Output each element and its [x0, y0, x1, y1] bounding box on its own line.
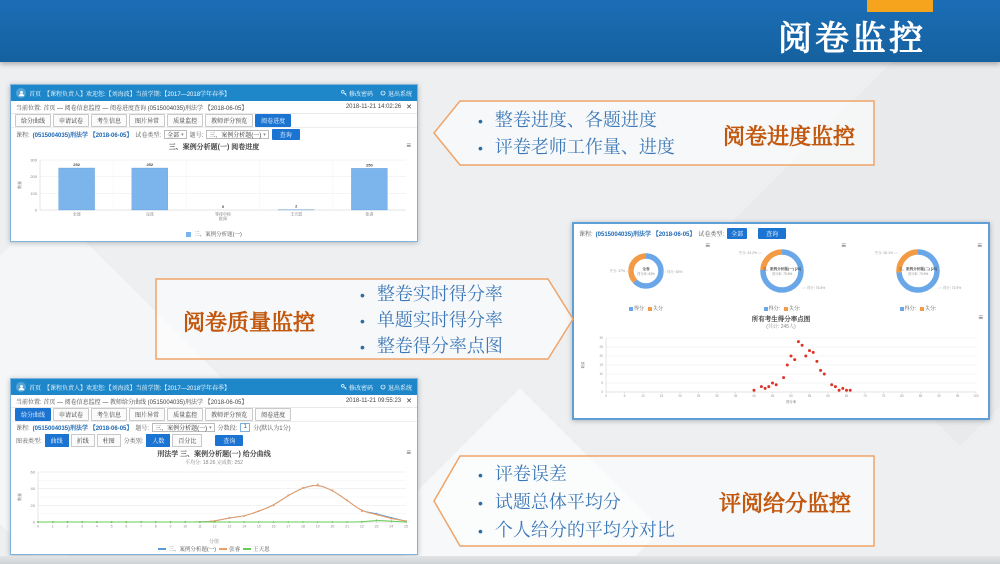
chart-legend — [11, 545, 417, 553]
svg-text:50: 50 — [789, 394, 793, 398]
chart-type-折线[interactable]: 折线 — [71, 434, 95, 447]
svg-text:16: 16 — [271, 524, 276, 529]
svg-text:王天恩: 王天恩 — [290, 211, 303, 217]
donut-chart-2 — [850, 242, 986, 312]
bullet-item: • 评卷误差 — [478, 461, 675, 489]
x-axis-label: 分值 — [208, 539, 219, 545]
svg-text:6: 6 — [125, 524, 128, 529]
svg-text:三、案例分析题(一) [25]: 三、案例分析题(一) [25] — [762, 267, 802, 271]
svg-text:252: 252 — [146, 162, 154, 167]
svg-text:得分: 75.8%: 得分: 75.8% — [807, 286, 826, 290]
change-password-link[interactable]: 修改密码 — [341, 383, 373, 392]
svg-text:65: 65 — [844, 394, 849, 398]
svg-text:20: 20 — [599, 354, 603, 359]
close-icon[interactable]: ✕ — [406, 398, 412, 405]
scatter-chart-svg — [576, 330, 986, 410]
svg-text:30: 30 — [599, 336, 603, 341]
svg-text:10: 10 — [183, 524, 188, 529]
logout-link[interactable]: 退出系统 — [380, 383, 412, 392]
svg-text:2: 2 — [66, 524, 69, 529]
change-password-link[interactable]: 修改密码 — [341, 89, 373, 98]
svg-text:0: 0 — [37, 524, 39, 529]
donut-svg — [578, 242, 714, 300]
svg-text:22: 22 — [359, 524, 364, 529]
timestamp: 2018-11-21 14:02:26 — [345, 104, 402, 110]
donut-legend — [850, 305, 986, 312]
title-banner — [0, 0, 1000, 62]
svg-text:2: 2 — [295, 203, 298, 209]
course-label: 课程: — [16, 426, 30, 432]
svg-text:75: 75 — [881, 394, 886, 398]
question-select[interactable]: 三、案例分析题(一) ▾ — [152, 423, 215, 432]
user-avatar-icon[interactable] — [16, 382, 26, 392]
paper-type-select[interactable]: 全部 — [727, 228, 747, 239]
svg-text:20: 20 — [330, 524, 335, 529]
chart-type-label: 图表类型: — [16, 439, 42, 445]
svg-text:得分率: 73.9%: 得分率: 73.9% — [907, 272, 929, 276]
svg-text:60: 60 — [826, 394, 830, 398]
svg-text:数量: 数量 — [17, 181, 22, 189]
curve-chart-svg — [14, 466, 414, 538]
tab-阅卷进度[interactable]: 阅卷进度 — [255, 114, 291, 127]
svg-text:7: 7 — [140, 524, 143, 529]
svg-text:200: 200 — [30, 174, 37, 180]
chart-type-曲线[interactable]: 曲线 — [45, 434, 69, 447]
app-header — [11, 85, 417, 101]
search-button[interactable]: 查询 — [272, 129, 300, 140]
chart-menu-icon[interactable]: ≡ — [978, 313, 983, 322]
svg-text:21: 21 — [345, 524, 350, 529]
nav-welcome: 【课程负责人】欢迎您:【刘海波】当前学期:【2017—2018学年春季】 — [44, 91, 231, 98]
window-scoring-curve — [10, 378, 418, 555]
svg-text:3: 3 — [81, 524, 84, 529]
donut-svg — [850, 242, 986, 300]
tab-质量监控[interactable]: 质量监控 — [167, 408, 203, 421]
breadcrumb: 当前位置: 首页 — 阅卷信息监控 — 教师给分曲线 (0515004035)刑法学 【2018-06-05】 — [16, 399, 248, 406]
legend-item: 得分: — [900, 305, 916, 312]
donut-chart-0 — [578, 242, 714, 312]
svg-text:55: 55 — [807, 394, 812, 398]
svg-text:0: 0 — [605, 394, 607, 398]
question-select[interactable]: 三、案例分析题(一) ▾ — [206, 130, 269, 139]
query-form-row2 — [11, 433, 417, 448]
paper-type-label: 试卷类型: — [135, 133, 162, 139]
key-icon — [341, 384, 347, 390]
svg-text:0: 0 — [32, 519, 35, 525]
svg-text:15: 15 — [256, 524, 261, 529]
svg-text:25: 25 — [404, 524, 408, 529]
tab-申请试卷[interactable]: 申请试卷 — [53, 408, 89, 421]
legend-item: 失分: — [920, 305, 936, 312]
user-avatar-icon[interactable] — [16, 88, 26, 98]
svg-text:5: 5 — [110, 524, 113, 529]
chart-subtitle: (共计: 245人) — [766, 324, 796, 330]
svg-text:失分: 37%: 失分: 37% — [609, 269, 625, 273]
svg-text:0: 0 — [221, 204, 225, 209]
chart-title: 刑法学 三、案例分析题(一) 给分曲线 — [157, 451, 271, 458]
svg-text:4: 4 — [95, 524, 98, 529]
svg-text:得分: 73.9%: 得分: 73.9% — [943, 286, 962, 290]
svg-text:完成: 完成 — [145, 211, 154, 217]
legend-item: 失分 — [648, 305, 663, 312]
breadcrumb: 当前位置: 首页 — 阅卷信息监控 — 阅卷进度查询 (0515004035)刑法学 【2018-06-05】 — [16, 105, 248, 112]
category-label: 分类别: — [123, 439, 144, 445]
chart-menu-icon[interactable]: ≡ — [705, 241, 710, 250]
svg-text:得分率: 得分率 — [785, 400, 797, 404]
svg-text:100: 100 — [973, 394, 979, 398]
curve-chart-area — [11, 449, 417, 553]
tab-bar — [11, 114, 417, 128]
svg-text:0: 0 — [34, 207, 37, 213]
window-quality-monitor — [572, 222, 990, 420]
svg-text:20: 20 — [30, 502, 35, 508]
bullet-item: • 试题总体平均分 — [478, 489, 675, 517]
course-label: 课程: — [16, 133, 30, 139]
chart-title: 所有考生得分率点图 — [751, 316, 811, 323]
svg-text:13: 13 — [227, 524, 232, 529]
svg-text:15: 15 — [599, 363, 603, 368]
question-label: 题号: — [135, 426, 150, 432]
svg-text:45: 45 — [770, 394, 775, 398]
query-form — [574, 224, 988, 240]
bullet-item: • 整卷进度、各题进度 — [478, 107, 675, 134]
category-百分比[interactable]: 百分比 — [172, 434, 202, 447]
bullet-item: • 单题实时得分率 — [360, 308, 503, 334]
legend-item[interactable]: 三、案例分析题(一) — [158, 545, 216, 553]
svg-text:张睿: 张睿 — [365, 211, 374, 217]
chevron-down-icon: ▾ — [263, 131, 266, 138]
bullet-item: • 整卷得分率点图 — [360, 334, 503, 360]
tab-图片异常[interactable]: 图片异常 — [129, 408, 165, 421]
chart-menu-icon[interactable]: ≡ — [841, 241, 846, 250]
svg-text:0: 0 — [601, 390, 603, 395]
tab-给分曲线[interactable]: 给分曲线 — [15, 408, 51, 421]
svg-text:252: 252 — [73, 162, 80, 167]
svg-text:25: 25 — [599, 345, 603, 350]
callout-scoring — [432, 455, 875, 547]
segment-suffix: 分(默认为1分) — [253, 426, 291, 432]
svg-text:数量: 数量 — [17, 493, 22, 501]
legend-item: 得分 — [629, 305, 644, 312]
segment-label: 分数段: — [217, 426, 238, 432]
nav-home[interactable]: 首页 — [29, 385, 42, 392]
tab-bar — [11, 408, 417, 422]
svg-text:80: 80 — [900, 394, 904, 398]
svg-text:等待中检批阅: 等待中检批阅 — [215, 211, 231, 221]
breadcrumb-row — [11, 101, 417, 114]
svg-text:得分率: 63%: 得分率: 63% — [637, 272, 655, 276]
donut-legend — [714, 305, 850, 312]
svg-text:35: 35 — [733, 394, 738, 398]
svg-text:5: 5 — [601, 381, 603, 386]
paper-type-select[interactable]: 全部 ▾ — [164, 130, 187, 139]
svg-text:10: 10 — [641, 394, 645, 398]
legend-item[interactable]: 王天恩 — [243, 545, 270, 553]
tab-图片异常[interactable]: 图片异常 — [129, 114, 165, 127]
window-marking-progress — [10, 84, 418, 242]
svg-text:70: 70 — [863, 394, 867, 398]
svg-text:19: 19 — [315, 524, 320, 529]
tab-申请试卷[interactable]: 申请试卷 — [53, 114, 89, 127]
svg-text:17: 17 — [286, 524, 291, 529]
svg-text:23: 23 — [374, 524, 379, 529]
callout-quality — [155, 278, 575, 360]
svg-text:90: 90 — [937, 394, 941, 398]
svg-text:14: 14 — [242, 524, 247, 529]
svg-text:全卷: 全卷 — [642, 267, 650, 271]
app-header — [11, 379, 417, 395]
callout-progress — [432, 100, 875, 166]
search-button[interactable]: 查询 — [758, 228, 786, 239]
paper-type-label: 试卷类型: — [698, 232, 725, 238]
svg-text:15: 15 — [659, 394, 664, 398]
svg-text:全部: 全部 — [72, 211, 81, 217]
callout-label: 评阅给分监控 — [718, 491, 851, 516]
chart-legend — [11, 230, 417, 238]
svg-text:10: 10 — [599, 372, 603, 377]
svg-text:1: 1 — [51, 524, 54, 529]
logout-link[interactable]: 退出系统 — [380, 89, 412, 98]
search-button[interactable]: 查询 — [215, 435, 243, 446]
svg-text:9: 9 — [169, 524, 172, 529]
svg-text:24: 24 — [389, 524, 394, 529]
nav-welcome: 【课程负责人】欢迎您:【刘海波】当前学期:【2017—2018学年春季】 — [44, 385, 231, 392]
legend-item: 得分: — [764, 305, 780, 312]
key-icon — [341, 90, 347, 96]
svg-text:失分: 24.2%: 失分: 24.2% — [738, 251, 757, 255]
chart-menu-icon[interactable]: ≡ — [406, 448, 411, 457]
nav-home[interactable]: 首页 — [29, 91, 42, 98]
course-label: 课程: — [579, 232, 593, 238]
slide-title: 阅卷监控 — [778, 20, 926, 58]
question-label: 题号: — [189, 133, 204, 139]
progress-chart-area — [11, 142, 417, 238]
svg-text:95: 95 — [955, 394, 960, 398]
segment-input[interactable]: 1 — [240, 423, 250, 432]
legend-chip — [186, 232, 191, 237]
category-人数[interactable]: 人数 — [146, 434, 170, 447]
svg-text:12: 12 — [212, 524, 217, 529]
course-value[interactable]: (0515004035)刑法学 【2018-06-05】 — [595, 232, 696, 238]
svg-text:40: 40 — [752, 394, 756, 398]
tab-阅卷进度[interactable]: 阅卷进度 — [255, 408, 291, 421]
svg-text:300: 300 — [30, 157, 37, 163]
course-value[interactable]: (0515004035)刑法学 【2018-06-05】 — [32, 133, 133, 139]
query-form-row1 — [11, 422, 417, 433]
course-value[interactable]: (0515004035)刑法学 【2018-06-05】 — [32, 426, 133, 432]
power-icon — [380, 90, 386, 96]
close-icon[interactable]: ✕ — [406, 104, 412, 111]
timestamp: 2018-11-21 09:55:23 — [345, 398, 402, 404]
breadcrumb-row — [11, 395, 417, 408]
donut-chart-1 — [714, 242, 850, 312]
chart-menu-icon[interactable]: ≡ — [406, 141, 411, 150]
bullet-item: • 整卷实时得分率 — [360, 282, 503, 308]
tab-考生信息[interactable]: 考生信息 — [91, 408, 127, 421]
chevron-down-icon: ▾ — [209, 424, 212, 431]
tab-教师评分预览[interactable]: 教师评分预览 — [205, 114, 253, 127]
callout-label: 阅卷进度监控 — [722, 124, 855, 149]
svg-text:100: 100 — [30, 190, 37, 196]
svg-text:60: 60 — [30, 469, 35, 475]
query-form — [11, 128, 417, 141]
svg-text:25: 25 — [696, 394, 701, 398]
svg-text:失分: 26.1%: 失分: 26.1% — [874, 251, 893, 255]
tab-教师评分预览[interactable]: 教师评分预览 — [205, 408, 253, 421]
bottom-strip — [0, 556, 1000, 564]
svg-text:11: 11 — [198, 524, 202, 529]
chart-menu-icon[interactable]: ≡ — [977, 241, 982, 250]
svg-text:250: 250 — [366, 162, 373, 168]
power-icon — [380, 384, 386, 390]
bullet-item: • 个人给分的平均分对比 — [478, 517, 675, 545]
tab-考生信息[interactable]: 考生信息 — [91, 114, 127, 127]
svg-text:85: 85 — [918, 394, 923, 398]
donut-legend — [578, 305, 714, 312]
legend-item: 失分: — [784, 305, 800, 312]
svg-text:20: 20 — [678, 394, 682, 398]
chart-type-柱图[interactable]: 柱图 — [97, 434, 121, 447]
svg-text:40: 40 — [30, 486, 35, 492]
progress-bar-chart-svg — [14, 152, 414, 230]
svg-text:数量: 数量 — [581, 361, 585, 369]
svg-text:得分率: 75.8%: 得分率: 75.8% — [771, 272, 793, 276]
donut-charts-row — [574, 240, 988, 312]
svg-text:三、案例分析题(二) [25]: 三、案例分析题(二) [25] — [898, 267, 938, 271]
svg-text:8: 8 — [154, 524, 157, 529]
bullet-item: • 评卷老师工作量、进度 — [478, 134, 675, 161]
tab-质量监控[interactable]: 质量监控 — [167, 114, 203, 127]
chart-subtitle: 平均分: 18.26 完成数: 252 — [185, 460, 243, 466]
chart-title: 三、案例分析题(一) 阅卷进度 — [168, 144, 260, 151]
callout-label: 阅卷质量监控 — [183, 310, 316, 335]
svg-text:30: 30 — [715, 394, 719, 398]
donut-svg — [714, 242, 850, 300]
svg-text:5: 5 — [623, 394, 626, 398]
tab-给分曲线[interactable]: 给分曲线 — [15, 114, 51, 127]
legend-item[interactable]: 张睿 — [219, 545, 240, 553]
svg-text:得分: 63%: 得分: 63% — [667, 270, 683, 274]
scatter-chart-area — [574, 314, 988, 410]
svg-text:18: 18 — [301, 524, 305, 529]
chevron-down-icon: ▾ — [181, 131, 184, 138]
legend-label: 三、案例分析题(一) — [194, 232, 242, 238]
